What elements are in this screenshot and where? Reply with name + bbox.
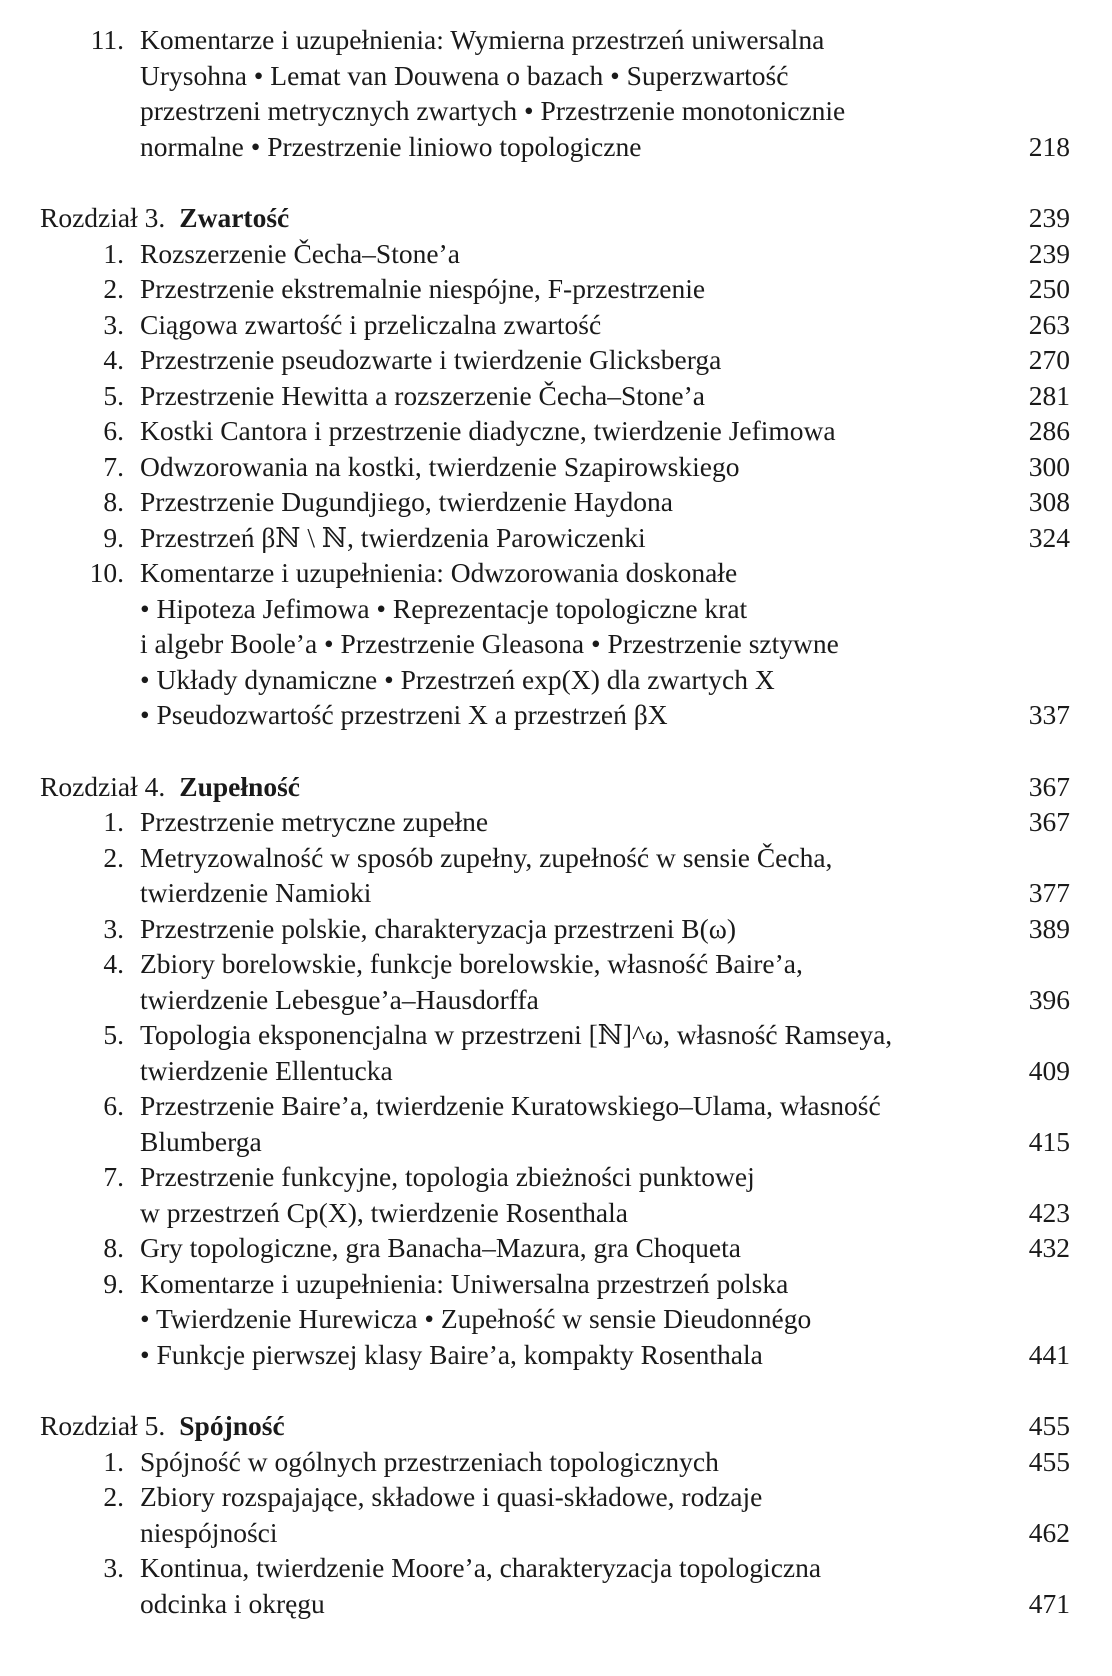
section-line-text: Przestrzenie Dugundjiego, twierdzenie Haydona	[140, 486, 674, 517]
page-number: 308	[1028, 486, 1070, 517]
toc-entry	[40, 378, 1070, 414]
section-line	[140, 413, 1070, 449]
toc-entry	[40, 449, 1070, 485]
section-line-text: twierdzenie Namioki	[140, 877, 372, 908]
section-number: 2.	[103, 1481, 124, 1512]
section-text	[124, 1230, 1070, 1266]
toc-entry	[40, 1479, 1070, 1550]
section-line-text: Ciągowa zwartość i przeliczalna zwartość	[140, 308, 602, 340]
section-text	[124, 840, 1070, 911]
page-number: 239	[1028, 237, 1070, 269]
section-line	[140, 129, 1070, 165]
section-line	[140, 1230, 1070, 1266]
toc-entry	[40, 1230, 1070, 1266]
section-number: 1.	[103, 1445, 124, 1477]
section-number: 4.	[103, 344, 124, 375]
toc-entry	[40, 236, 1070, 272]
page-number: 455	[1028, 1445, 1070, 1477]
section-text	[124, 378, 1070, 414]
section-number: 8.	[103, 1232, 124, 1263]
page-number: 270	[1028, 344, 1070, 375]
section-line	[140, 1301, 1070, 1337]
section-line	[140, 1266, 1070, 1302]
section-line	[140, 1479, 1070, 1515]
toc-entry	[40, 1017, 1070, 1088]
chapter-title: Zwartość	[179, 202, 290, 233]
section-text	[124, 484, 1070, 520]
section-text	[124, 236, 1070, 272]
section-line	[140, 22, 1070, 58]
section-text	[124, 271, 1070, 307]
section-line	[140, 1159, 1070, 1195]
section-line-text: Spójność w ogólnych przestrzeniach topologicznych	[140, 1445, 719, 1477]
page-number: 367	[1028, 770, 1070, 802]
section-text	[124, 555, 1070, 733]
section-line-text: Kontinua, twierdzenie Moore’a, charakteryzacja topologiczna	[140, 1552, 822, 1583]
toc-entry	[40, 1266, 1070, 1373]
section-number: 6.	[103, 1090, 124, 1121]
toc-entry	[40, 413, 1070, 449]
section-line-text: Kostki Cantora i przestrzenie diadyczne, twierdzenie Jefimowa	[140, 415, 836, 446]
section-line-text: w przestrzeń Cp(X), twierdzenie Rosenthala	[140, 1196, 628, 1228]
section-line-text: odcinka i okręgu	[140, 1587, 325, 1619]
section-line	[140, 58, 1070, 94]
section-line-text: niespójności	[140, 1516, 278, 1548]
section-line-text: Przestrzenie ekstremalnie niespójne, F-przestrzenie	[140, 273, 706, 304]
page-number: 432	[1028, 1232, 1070, 1263]
section-number: 3.	[103, 308, 124, 340]
toc-entry	[40, 307, 1070, 343]
section-line-text: Przestrzenie Baire’a, twierdzenie Kuratowskiego–Ulama, własność	[140, 1090, 881, 1121]
section-number: 3.	[103, 912, 124, 944]
section-number: 10.	[89, 557, 124, 588]
toc-entry	[40, 342, 1070, 378]
section-line-text: Urysohna • Lemat van Douwena o bazach • Superzwartość	[140, 59, 789, 91]
page-number: 462	[1028, 1516, 1070, 1548]
section-line	[140, 1088, 1070, 1124]
section-text	[124, 1017, 1070, 1088]
section-number: 9.	[103, 521, 124, 553]
section-line	[140, 555, 1070, 591]
section-line	[140, 236, 1070, 272]
section-line	[140, 911, 1070, 947]
section-line	[140, 93, 1070, 129]
section-number: 2.	[103, 841, 124, 873]
toc-entry	[40, 911, 1070, 947]
section-line	[140, 1017, 1070, 1053]
section-text	[124, 946, 1070, 1017]
section-number: 7.	[103, 1161, 124, 1192]
toc-entry	[40, 1159, 1070, 1230]
page-number: 377	[1028, 877, 1070, 908]
page-number: 396	[1028, 983, 1070, 1015]
section-line	[140, 342, 1070, 378]
section-line	[140, 697, 1070, 733]
section-line-text: Topologia eksponencjalna w przestrzeni [ℕ]^ω, własność Ramseya,	[140, 1019, 893, 1050]
toc-entry	[40, 1550, 1070, 1621]
section-line	[140, 946, 1070, 982]
section-line	[140, 1444, 1070, 1480]
section-line-text: Przestrzenie pseudozwarte i twierdzenie Glicksberga	[140, 344, 722, 375]
section-line	[140, 520, 1070, 556]
section-line	[140, 591, 1070, 627]
page-number: 286	[1028, 415, 1070, 446]
page-number: 300	[1028, 450, 1070, 482]
section-number: 4.	[103, 948, 124, 979]
section-number: 5.	[103, 379, 124, 411]
toc-entry	[40, 484, 1070, 520]
chapter-title: Spójność	[179, 1410, 285, 1441]
section-line-text: Metryzowalność w sposób zupełny, zupełność w sensie Čecha,	[140, 841, 833, 873]
section-text	[124, 1444, 1070, 1480]
section-text	[124, 1159, 1070, 1230]
page-number: 423	[1028, 1196, 1070, 1228]
section-text	[124, 1088, 1070, 1159]
page-number: 409	[1028, 1054, 1070, 1086]
chapter-heading	[40, 769, 1070, 805]
section-line-text: • Twierdzenie Hurewicza • Zupełność w sensie Dieudonnégo	[140, 1303, 812, 1334]
section-text	[124, 413, 1070, 449]
section-line-text: twierdzenie Ellentucka	[140, 1054, 393, 1086]
page-number: 263	[1028, 308, 1070, 340]
section-line	[140, 1515, 1070, 1551]
section-line-text: Przestrzenie funkcyjne, topologia zbieżności punktowej	[140, 1161, 755, 1192]
section-number: 8.	[103, 486, 124, 517]
section-line	[140, 1195, 1070, 1231]
section-line	[140, 804, 1070, 840]
page-number: 337	[1028, 699, 1070, 730]
section-line-text: Przestrzenie polskie, charakteryzacja przestrzeni B(ω)	[140, 912, 737, 944]
section-line	[140, 1586, 1070, 1622]
section-number: 5.	[103, 1019, 124, 1050]
page-number: 415	[1028, 1125, 1070, 1157]
section-line	[140, 1337, 1070, 1373]
page-number: 281	[1028, 379, 1070, 411]
section-text	[124, 1479, 1070, 1550]
toc-entry	[40, 804, 1070, 840]
section-text	[124, 342, 1070, 378]
page-number: 239	[1028, 202, 1070, 233]
section-line	[140, 449, 1070, 485]
toc-entry	[40, 946, 1070, 1017]
section-text	[124, 1550, 1070, 1621]
section-line	[140, 1124, 1070, 1160]
section-line-text: Zbiory borelowskie, funkcje borelowskie, własność Baire’a,	[140, 948, 803, 979]
section-line	[140, 271, 1070, 307]
chapter-label: Rozdział 4.	[40, 770, 166, 802]
chapter-title: Zupełność	[179, 770, 300, 802]
toc-entry	[40, 271, 1070, 307]
toc-entry	[40, 1444, 1070, 1480]
chapter-heading	[40, 200, 1070, 236]
section-line-text: Zbiory rozspajające, składowe i quasi-składowe, rodzaje	[140, 1481, 763, 1512]
page-number: 471	[1028, 1587, 1070, 1619]
section-number: 6.	[103, 415, 124, 446]
toc-entry	[40, 22, 1070, 164]
section-line-text: i algebr Boole’a • Przestrzenie Gleasona • Przestrzenie sztywne	[140, 628, 839, 659]
section-number: 11.	[90, 24, 124, 55]
section-line-text: Blumberga	[140, 1125, 262, 1157]
section-text	[124, 804, 1070, 840]
toc-entry	[40, 520, 1070, 556]
section-line-text: Komentarze i uzupełnienia: Uniwersalna przestrzeń polska	[140, 1267, 789, 1299]
section-line	[140, 378, 1070, 414]
section-line	[140, 875, 1070, 911]
section-line-text: • Hipoteza Jefimowa • Reprezentacje topologiczne krat	[140, 592, 748, 624]
table-of-contents	[40, 22, 1070, 1621]
section-line-text: • Układy dynamiczne • Przestrzeń exp(X) dla zwartych X	[140, 663, 775, 695]
section-line-text: przestrzeni metrycznych zwartych • Przestrzenie monotonicznie	[140, 95, 846, 126]
section-line-text: Komentarze i uzupełnienia: Odwzorowania doskonałe	[140, 557, 738, 588]
section-line-text: Przestrzenie metryczne zupełne	[140, 806, 489, 837]
chapter-label: Rozdział 3.	[40, 202, 166, 233]
chapter-label: Rozdział 5.	[40, 1410, 166, 1441]
section-line-text: Odwzorowania na kostki, twierdzenie Szapirowskiego	[140, 450, 740, 482]
section-line-text: normalne • Przestrzenie liniowo topologiczne	[140, 130, 642, 162]
section-line-text: twierdzenie Lebesgue’a–Hausdorffa	[140, 983, 539, 1015]
toc-entry	[40, 1088, 1070, 1159]
section-line	[140, 1550, 1070, 1586]
section-text	[124, 1266, 1070, 1373]
section-text	[124, 911, 1070, 947]
section-line	[140, 307, 1070, 343]
section-number: 9.	[103, 1267, 124, 1299]
section-line-text: Komentarze i uzupełnienia: Wymierna przestrzeń uniwersalna	[140, 24, 825, 55]
section-line	[140, 982, 1070, 1018]
section-line	[140, 840, 1070, 876]
section-line-text: Przestrzeń βℕ \ ℕ, twierdzenia Parowiczenki	[140, 521, 646, 553]
section-line	[140, 626, 1070, 662]
toc-entry	[40, 840, 1070, 911]
section-text	[124, 449, 1070, 485]
chapter-heading	[40, 1408, 1070, 1444]
section-number: 1.	[103, 237, 124, 269]
section-line-text: • Pseudozwartość przestrzeni X a przestrzeń βX	[140, 699, 668, 730]
section-line	[140, 662, 1070, 698]
page-number: 324	[1028, 521, 1070, 553]
section-line-text: Gry topologiczne, gra Banacha–Mazura, gra Choqueta	[140, 1232, 741, 1263]
section-text	[124, 520, 1070, 556]
page-number: 367	[1028, 806, 1070, 837]
page-number: 455	[1028, 1410, 1070, 1441]
page-number: 441	[1028, 1338, 1070, 1370]
section-number: 2.	[103, 273, 124, 304]
page-number: 218	[1028, 130, 1070, 162]
section-text	[124, 307, 1070, 343]
section-number: 1.	[103, 806, 124, 837]
section-text	[124, 22, 1070, 164]
section-line	[140, 484, 1070, 520]
section-line	[140, 1053, 1070, 1089]
page-number: 389	[1028, 912, 1070, 944]
section-number: 3.	[103, 1552, 124, 1583]
section-line-text: Rozszerzenie Čecha–Stone’a	[140, 237, 460, 269]
section-number: 7.	[103, 450, 124, 482]
section-line-text: • Funkcje pierwszej klasy Baire’a, kompakty Rosenthala	[140, 1338, 763, 1370]
toc-entry	[40, 555, 1070, 733]
section-line-text: Przestrzenie Hewitta a rozszerzenie Čecha–Stone’a	[140, 379, 705, 411]
page-number: 250	[1028, 273, 1070, 304]
